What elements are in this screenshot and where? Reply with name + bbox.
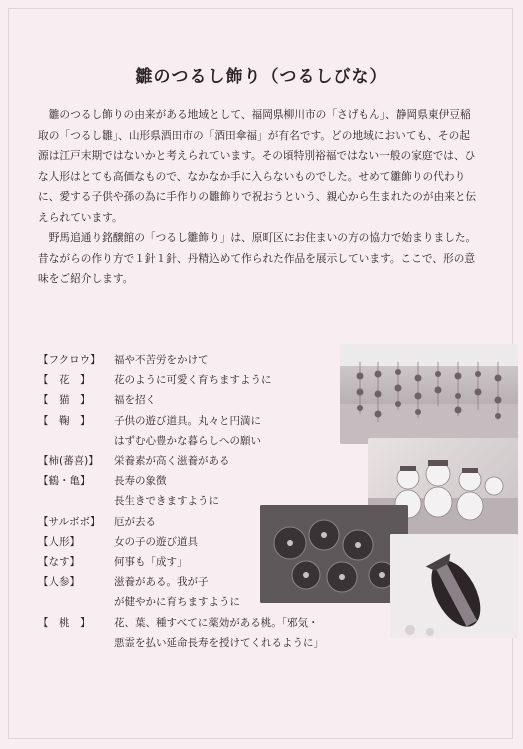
item-desc: 福を招く xyxy=(114,394,156,407)
list-item xyxy=(38,370,378,390)
list-item xyxy=(38,350,378,370)
intro-paragraph: 雛のつるし飾りの由来がある地域として、福岡県柳川市の「さげもん」、静岡県東伊豆稲取の「つるし雛」、山形県酒田市の「酒田傘福」が有名です。どの地域においても、その起源は江戸末期ではないかと考えられています。その頃特別裕福ではない一般の家庭では、ひな人形はとても高価なもので、なかなか手に入らないものでした。せめて雛飾りの代わりに、愛する子供や孫の為に手作りの雛飾りで祝おうという、親心から生まれたのが由来と伝えられています。 xyxy=(38,108,477,224)
item-desc: 長寿の象徴 長生きできますように xyxy=(114,475,219,508)
item-desc: 花、葉、種すべてに薬効がある桃。「邪気・ 悪霊を払い延命長寿を授けてくれるように」 xyxy=(114,616,324,649)
item-label: 【 鞠 】 xyxy=(38,414,91,427)
photo-fabric-flowers xyxy=(260,505,408,603)
item-label: 【人参】 xyxy=(38,576,80,589)
item-label: 【 花 】 xyxy=(38,374,91,387)
item-desc: 何事も「成す」 xyxy=(114,556,188,569)
item-label: 【柿(蕃喜)】 xyxy=(38,455,99,468)
item-desc: 花のように可愛く育ちますように xyxy=(114,374,272,387)
item-desc: 滋養がある。我が子 が健やかに育ちますように xyxy=(114,576,240,609)
list-item xyxy=(38,451,378,471)
item-label: 【なす】 xyxy=(38,556,80,569)
page-title: 雛のつるし飾り（つるしびな） xyxy=(135,67,388,87)
item-label: 【サルボボ】 xyxy=(38,515,101,528)
item-label: 【人形】 xyxy=(38,535,80,548)
item-label: 【 桃 】 xyxy=(38,616,91,629)
item-desc: 女の子の遊び道具 xyxy=(114,535,198,548)
list-item xyxy=(38,613,378,653)
item-label: 【鶴・亀】 xyxy=(38,475,91,488)
list-item xyxy=(38,411,378,451)
item-label: 【 猫 】 xyxy=(38,394,91,407)
photo-eggplant xyxy=(390,534,518,638)
item-desc: 栄養素が高く滋養がある xyxy=(114,455,230,468)
intro-paragraph: 野馬追通り銘醸館の「つるし雛飾り」は、原町区にお住まいの方の協力で始まりました。昔ながらの作り方で１針１針、丹精込めて作られた作品を展示しています。ここで、形の意味をご紹介します。 xyxy=(38,231,477,285)
item-desc: 子供の遊び道具。丸々と円満に はずむ心豊かな暮らしへの願い xyxy=(114,414,261,447)
item-desc: 福や不苦労をかけて xyxy=(114,354,209,366)
list-item xyxy=(38,390,378,410)
item-list xyxy=(38,350,378,653)
item-label: 【フクロウ】 xyxy=(38,354,101,366)
photo-hanging-display xyxy=(340,344,518,444)
item-desc: 厄が去る xyxy=(114,515,156,528)
intro-text xyxy=(38,105,478,290)
